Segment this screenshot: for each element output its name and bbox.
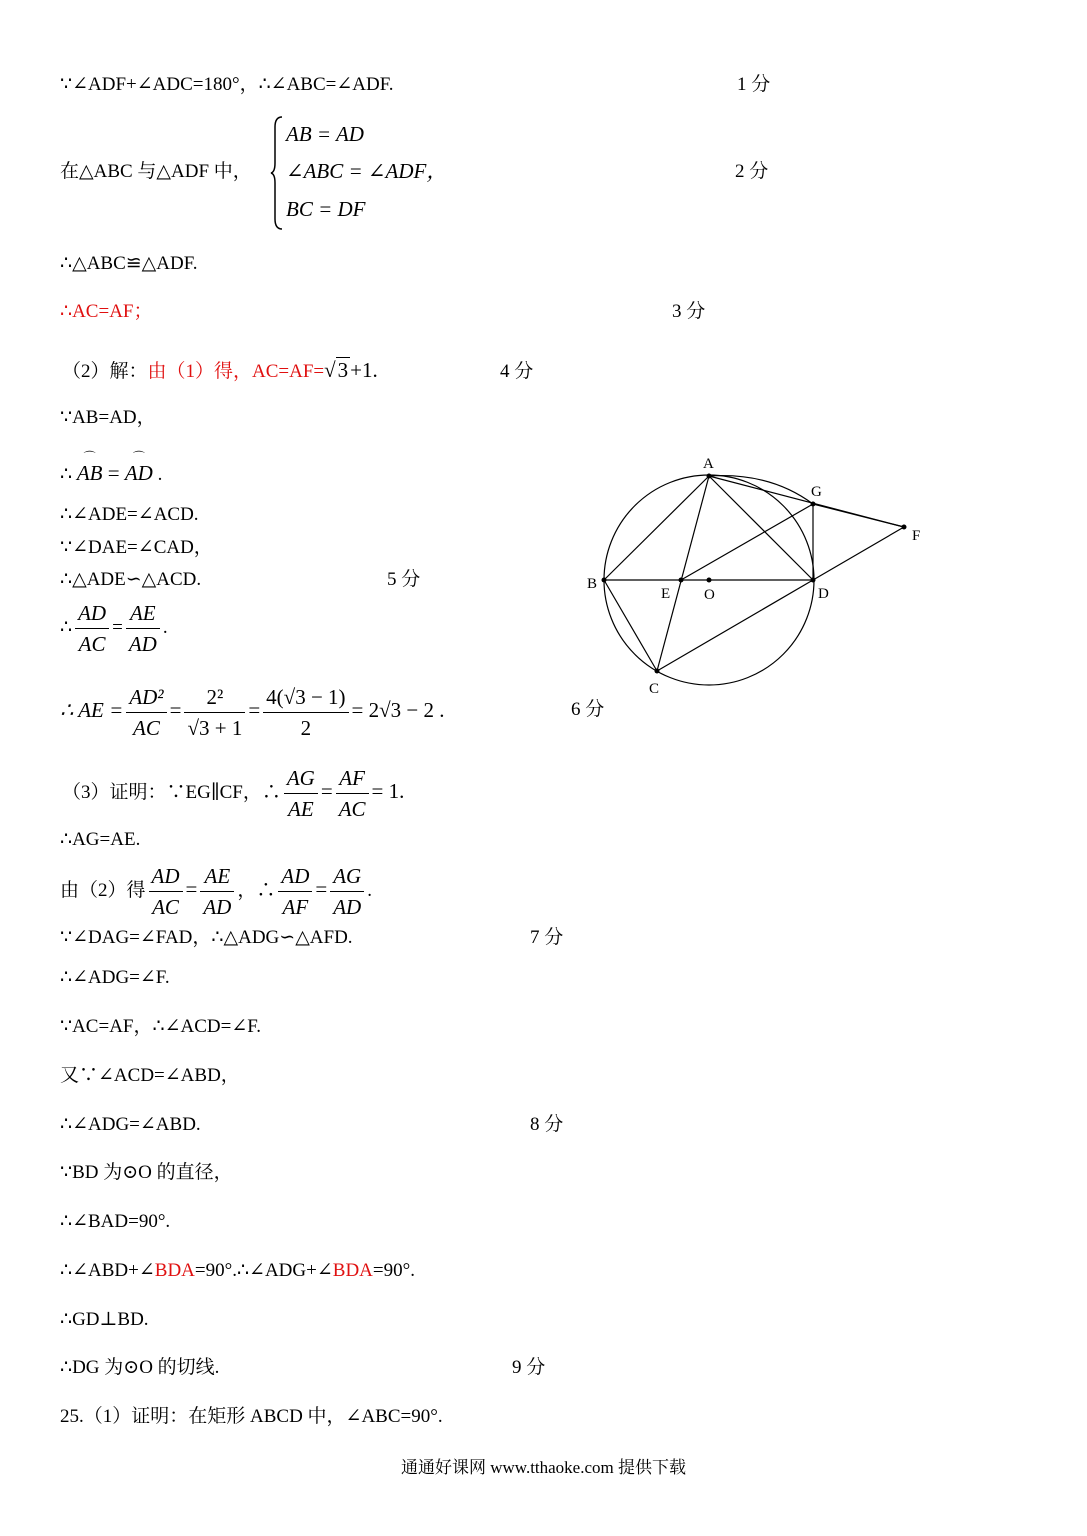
line-16: ∵∠DAG=∠FAD，∴△ADG∽△AFD. [60,927,353,948]
denominator: 2 [263,712,348,743]
therefore-mid: ，∴ [237,880,276,901]
point-g [811,502,816,507]
line-6: ∵AB=AD， [60,407,156,428]
score-8: 8 分 [530,1114,564,1135]
point-d [811,578,816,583]
line-10: ∴△ADE∽△ACD. [60,569,202,590]
fraction-ag-ae [284,763,318,824]
line-13: （3）证明：∵EG∥CF，∴ $\frac{AG}{AE}$ = $\frac{AF}{AC}$ = 1. [62,760,404,824]
equals-one: = 1. [371,779,405,803]
fraction-result [263,682,348,743]
score-3: 3 分 [672,301,706,322]
label-o: O [704,587,715,603]
equals: = [112,617,123,638]
system-row-3: BC = DF [286,197,366,221]
system-row-2: ∠ABC = ∠ADF， [286,159,448,183]
denominator: AC [126,712,166,743]
numerator: AD [281,864,310,889]
point-f [902,525,907,530]
label-f: F [912,528,921,544]
label-b: B [587,576,598,592]
label-c: C [649,681,660,697]
bda-red-1: BDA [154,1260,195,1281]
plus-one: +1. [350,358,378,382]
denominator: AD [126,628,160,659]
line-25: ∴DG 为⊙O 的切线. [60,1357,220,1378]
fraction-ad-ac [75,598,109,659]
score-1: 1 分 [737,74,771,95]
numerator: AE [204,864,231,889]
geometry-figure [580,450,940,700]
numerator: AF [339,766,365,791]
point-c [655,669,660,674]
numerator: 2² [206,685,224,710]
line-17: ∴∠ADG=∠F. [60,967,170,988]
label-d: D [818,586,829,602]
denominator: AD [330,891,364,922]
system-row-1: AB = AD [286,122,364,146]
line-19: 又∵∠ACD=∠ABD， [60,1065,240,1086]
period: . [152,464,163,485]
part-2-red-text: 由（1）得，AC=AF= [147,361,325,382]
line-1: ∵∠ADF+∠ADC=180°，∴∠ABC=∠ADF. [60,74,394,95]
segment-cd [657,580,813,671]
therefore: ∴ [60,464,77,485]
denominator: AE [284,793,318,824]
period: . [162,617,168,638]
therefore: ∴ [60,617,73,638]
segment-ab [604,476,709,580]
fraction-ag-ad [330,861,364,922]
line-14: ∴AG=AE. [60,829,141,850]
line-5 [62,358,378,384]
line-23 [60,1259,415,1283]
line-18: ∵AC=AF，∴∠ACD=∠F. [60,1016,262,1037]
line-21: ∵BD 为⊙O 的直径， [60,1162,233,1183]
score-5: 5 分 [387,569,421,590]
line-12: ∴ AE = $\frac{\text{AD²}}{AC}$ = $\frac{\text{2²}}{√3 + 1}$ = $\frac{4(√3 - 1)}{2}$ = 2√3 − 2 . [60,677,445,745]
line-20: ∴∠ADG=∠ABD. [60,1114,201,1135]
line-22: ∴∠BAD=90°. [60,1211,171,1232]
fraction-4-sqrt3 [184,682,245,743]
segment-eg [681,504,813,580]
segment-ac [657,476,709,671]
final-result: = 2√3 − 2 . [351,698,445,722]
point-a [707,474,712,479]
line-15: 由（2）得 $\frac{AD}{AC}$ = $\frac{AE}{AD}$ ，∴ $\frac{AD}{AF}$ = $\frac{AG}{AD}$ . [60,858,372,922]
line-23-part-c: =90°. [372,1260,415,1281]
line-11 [60,597,168,659]
line-7 [60,461,162,487]
arc-ab: ⌒ AB [77,461,103,485]
denominator: AC [149,891,183,922]
fraction-ae-ad [200,861,234,922]
line-2-prefix: 在△ABC 与△ADF 中， [60,161,252,182]
line-24: ∴GD⊥BD. [60,1309,149,1330]
denominator: √3 + 1 [184,712,245,743]
score-7: 7 分 [530,927,564,948]
segment-bc [604,580,657,671]
numerator: 4(√3 − 1) [266,685,346,710]
numerator: AE [129,601,156,626]
segment-df [813,527,904,580]
denominator: AC [75,628,109,659]
point-o [707,578,712,583]
fraction-ad-af [278,861,312,922]
bda-red-2: BDA [332,1260,373,1281]
line-26: 25.（1）证明：在矩形 ABCD 中，∠ABC=90°. [60,1406,443,1427]
numerator: AG [286,766,315,791]
segment-gf [813,504,904,527]
line-23-part-b: =90°.∴∠ADG+∠ [194,1260,333,1281]
arc-ad: ⌒ AD [125,461,153,485]
part-2-label: （2）解： [62,361,148,382]
line-23-part-a: ∴∠ABD+∠ [60,1260,155,1281]
point-e [679,578,684,583]
part-3-label: （3）证明：∵EG∥CF，∴ [62,782,281,803]
fraction-ad2-ac [126,682,166,743]
numerator: AD² [129,685,164,710]
denominator: AF [278,891,312,922]
score-9: 9 分 [512,1357,546,1378]
score-2: 2 分 [735,161,769,182]
line-4: ∴AC=AF； [60,301,153,322]
fraction-af-ac [336,763,369,824]
numerator: AG [333,864,362,889]
segment-ad [709,476,813,580]
left-brace-icon [270,115,284,231]
label-a: A [703,456,714,472]
denominator: AC [336,793,369,824]
label-g: G [811,484,822,500]
score-4: 4 分 [500,361,534,382]
point-b [602,578,607,583]
line-9: ∵∠DAE=∠CAD， [60,537,213,558]
from-part-2: 由（2）得 [60,880,146,901]
score-6: 6 分 [571,699,605,720]
numerator: AD [78,601,107,626]
line-8: ∴∠ADE=∠ACD. [60,504,199,525]
fraction-ae-ad [126,598,160,659]
label-e: E [661,586,671,602]
line-3: ∴△ABC≌△ADF. [60,253,198,274]
ae-equals: ∴ AE = [60,698,124,722]
sqrt-3-radicand: 3 [337,358,349,382]
denominator: AD [200,891,234,922]
sqrt-3: √3 [324,358,349,382]
fraction-ad-ac [149,861,183,922]
equals: = [102,461,125,485]
footer: 通通好课网 www.tthaoke.com 提供下载 [400,1458,687,1477]
numerator: AD [151,864,180,889]
